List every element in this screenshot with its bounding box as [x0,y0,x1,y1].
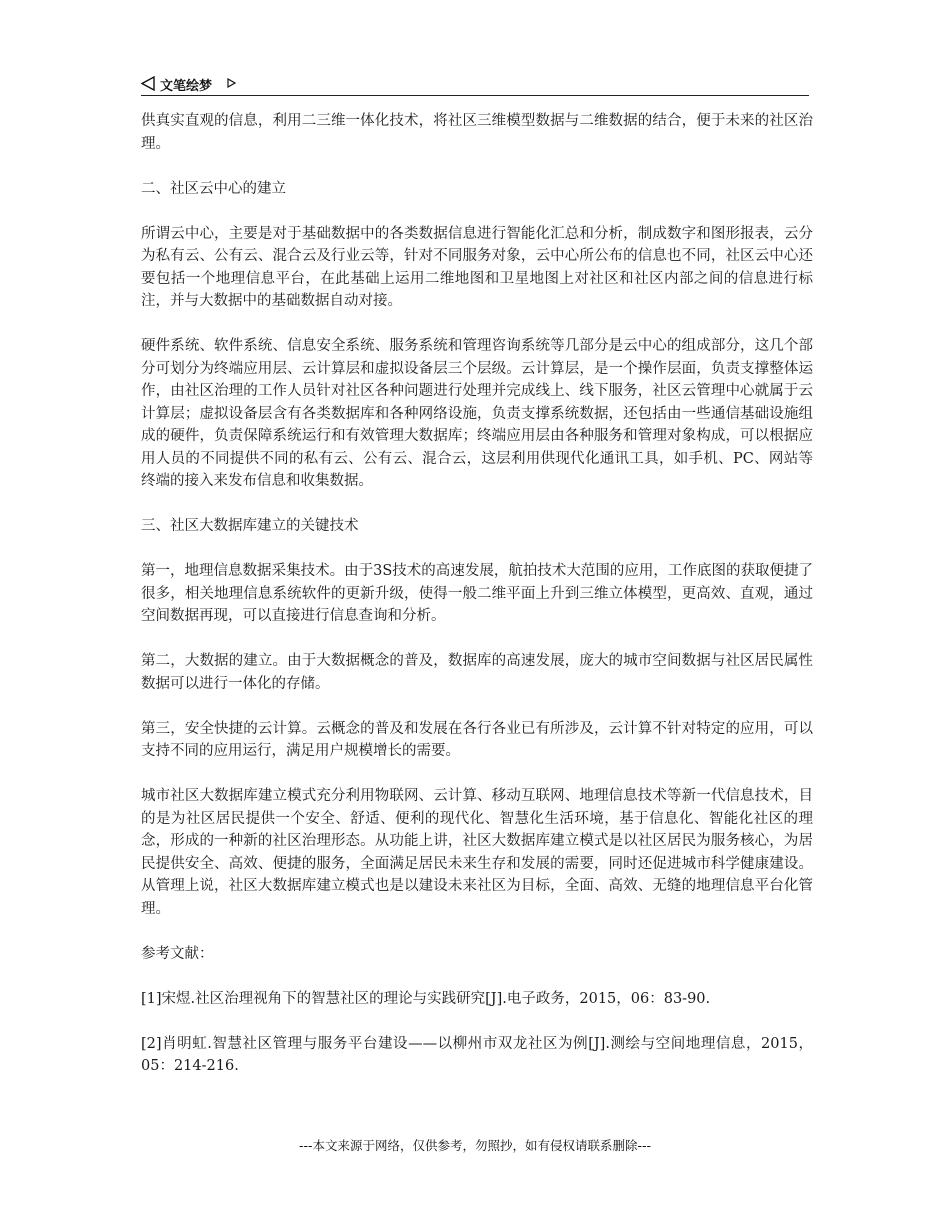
reference-item: [1]宋煜.社区治理视角下的智慧社区的理论与实践研究[J].电子政务，2015，06：83-90. [141,990,711,1007]
triangle-right-icon [227,78,236,88]
paragraph-cloud-definition: 所谓云中心，主要是对于基础数据中的各类数据信息进行智能化汇总和分析，制成数字和图形报表，云分为私有云、公有云、混合云及行业云等，针对不同服务对象，云中心所公布的信息也不同，社区云中心还要包括一个地理信息平台，在此基础上运用二维地图和卫星地图上对社区和社区内部之间的信息进行标注，并与大数据中的基础数据自动对接。 [141,225,813,309]
page-header [141,73,809,96]
document-body [141,110,813,1078]
reference-item: [2]肖明虹.智慧社区管理与服务平台建设——以柳州市双龙社区为例[J].测绘与空间地理信息，2015，05：214-216. [141,1035,813,1074]
triangle-left-icon [141,76,155,91]
header-brand: 文笔绘梦 [160,79,213,94]
section-heading-key-tech: 三、社区大数据库建立的关键技术 [141,518,359,534]
footer-disclaimer: ---本文来源于网络，仅供参考，勿照抄，如有侵权请联系删除--- [298,1138,652,1153]
paragraph-intro-continuation: 供真实直观的信息，利用二三维一体化技术，将社区三维模型数据与二维数据的结合，便于未来的社区治理。 [141,113,813,152]
paragraph-first-tech: 第一，地理信息数据采集技术。由于3S技术的高速发展，航拍技术大范围的应用，工作底图的获取便捷了很多，相关地理信息系统软件的更新升级，使得一般二维平面上升到三维立体模型，更高效、直观，通过空间数据再现，可以直接进行信息查询和分析。 [141,563,813,624]
paragraph-second-tech: 第二，大数据的建立。由于大数据概念的普及，数据库的高速发展，庞大的城市空间数据与社区居民属性数据可以进行一体化的存储。 [141,653,813,692]
references-heading: 参考文献： [141,945,214,962]
paragraph-conclusion: 城市社区大数据库建立模式充分利用物联网、云计算、移动互联网、地理信息技术等新一代信息技术，目的是为社区居民提供一个安全、舒适、便利的现代化、智慧化生活环境，基于信息化、智能化社区的理念，形成的一种新的社区治理形态。从功能上讲，社区大数据库建立模式是以社区居民为服务核心，为居民提供安全、高效、便捷的服务，全面满足居民未来生存和发展的需要，同时还促进城市科学健康建设。从管理上说，社区大数据库建立模式也是以建设未来社区为目标，全面、高效、无缝的地理信息平台化管理。 [141,788,813,917]
section-heading-cloud-center: 二、社区云中心的建立 [141,180,286,197]
paragraph-third-tech: 第三，安全快捷的云计算。云概念的普及和发展在各行各业已有所涉及，云计算不针对特定的应用，可以支持不同的应用运行，满足用户规模增长的需要。 [141,720,813,759]
paragraph-cloud-layers: 硬件系统、软件系统、信息安全系统、服务系统和管理咨询系统等几部分是云中心的组成部分，这几个部分可划分为终端应用层、云计算层和虚拟设备层三个层级。云计算层，是一个操作层面，负责支撑整体运作，由社区治理的工作人员针对社区各种问题进行处理并完成线上、线下服务，社区云管理中心就属于云计算层；虚拟设备层含有各类数据库和各种网络设施，负责支撑系统数据，还包括由一些通信基础设施组成的硬件，负责保障系统运行和有效管理大数据库；终端应用层由各种服务和管理对象构成，可以根据应用人员的不同提供不同的私有云、公有云、混合云，这层利用供现代化通讯工具，如手机、PC、网站等终端的接入来发布信息和收集数据。 [141,338,813,489]
